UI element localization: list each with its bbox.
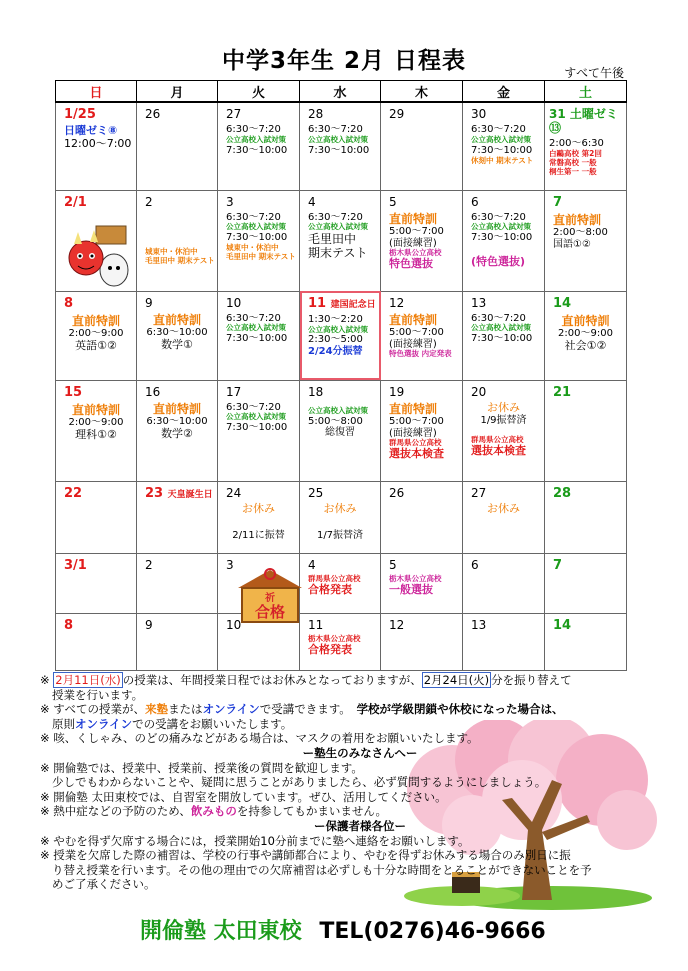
- event-label: 公立高校入試対策: [226, 412, 286, 422]
- time-label: 2:00～8:00: [553, 226, 608, 238]
- day-cell: [545, 613, 627, 670]
- day-number: 9: [145, 295, 153, 310]
- event-label: 公立高校入試対策: [226, 134, 286, 144]
- day-number: 8: [64, 617, 74, 633]
- event-label: 公立高校入試対策: [308, 324, 368, 334]
- event-label: 毛里田中: [308, 232, 357, 247]
- day-cell: [56, 481, 137, 553]
- time-label: 5:00～7:00: [389, 415, 444, 427]
- event-label: 公立高校入試対策: [308, 405, 368, 415]
- note-8-cont: り替え授業を行います。その他の理由での欠席補習は必ずしも十分な時間をとることができないことを予: [52, 862, 592, 877]
- event-label: お休み: [323, 501, 357, 515]
- event-label: 公立高校入試対策: [308, 222, 368, 232]
- day-cell: [381, 102, 463, 190]
- note-1-cont: 授業を行います。: [52, 687, 144, 702]
- day-number: 29: [389, 107, 405, 121]
- event-label: 群馬県公立高校: [308, 573, 361, 583]
- day-number: 20: [471, 384, 487, 399]
- week-row: [56, 553, 627, 613]
- week-row: [56, 613, 627, 670]
- event-label: 直前特訓: [389, 312, 438, 327]
- weekday-header-row: [56, 81, 627, 103]
- day-number: 1/25: [64, 107, 96, 122]
- day-cell: [463, 481, 545, 553]
- event-label: 期末テスト: [308, 246, 368, 261]
- subject-label: 数学②: [161, 426, 193, 440]
- event-label: 合格発表: [308, 642, 352, 656]
- day-number: 28: [308, 107, 324, 121]
- day-cell: [381, 553, 463, 613]
- week-row: [56, 291, 627, 380]
- ema-top-text: 祈: [265, 593, 275, 604]
- time-label: 6:30～10:00: [146, 415, 208, 427]
- day-number: 16: [145, 384, 161, 399]
- day-number: 5: [389, 557, 397, 572]
- pass-ema-illustration: [234, 566, 306, 626]
- day-number: 3: [226, 194, 234, 209]
- day-cell: [218, 380, 300, 481]
- day-number: 30: [471, 107, 487, 121]
- event-label: 直前特訓: [71, 313, 120, 328]
- day-number: 9: [145, 617, 153, 632]
- day-cell: [545, 481, 627, 553]
- subject-label: 社会①②: [564, 338, 607, 352]
- day-number: 4: [308, 194, 316, 209]
- day-number: 21: [553, 384, 572, 400]
- event-label: 白鷗高校 第2回: [549, 149, 602, 159]
- event-label: 群馬県公立高校: [389, 438, 442, 448]
- day-cell-highlighted: [300, 291, 381, 380]
- time-label: 6:30～7:20: [308, 211, 363, 223]
- event-label: 日曜ゼミ⑧: [64, 124, 118, 138]
- day-number: 26: [389, 485, 405, 500]
- day-number: 14: [553, 295, 572, 311]
- day-number: 6: [471, 194, 479, 209]
- day-cell: [137, 102, 218, 190]
- day-cell: [137, 380, 218, 481]
- event-label: 栃木県公立高校: [308, 633, 361, 643]
- weekday-sun: 日: [56, 81, 137, 103]
- day-number: 19: [389, 384, 405, 399]
- time-label: 5:00～7:00: [389, 225, 444, 237]
- ema-bottom-text: 合格: [254, 603, 285, 621]
- time-label: 5:00～8:00: [308, 415, 363, 427]
- event-label: 特色選抜: [389, 257, 433, 271]
- day-cell: [137, 613, 218, 670]
- day-number: 11: [308, 617, 324, 632]
- day-cell: [463, 291, 545, 380]
- day-cell: [137, 291, 218, 380]
- day-number: 5: [389, 194, 397, 209]
- day-cell: [56, 102, 137, 190]
- date-box: 2月11日(水): [55, 673, 121, 687]
- event-label: 直前特訓: [561, 313, 610, 328]
- event-label: 公立高校入試対策: [226, 222, 286, 232]
- schedule-calendar: [55, 80, 627, 671]
- day-number: 12: [389, 617, 405, 632]
- day-number: 23 天皇誕生日: [145, 485, 213, 501]
- day-cell: [300, 190, 381, 291]
- time-label: 6:30～7:20: [226, 401, 281, 413]
- day-number: 17: [226, 384, 242, 399]
- day-cell: [300, 102, 381, 190]
- note-4-cont: 少しでもわからないことや、疑問に思うことがありましたら、必ず質問するようにしましょう。: [52, 775, 547, 790]
- weekday-tue: 火: [218, 81, 300, 103]
- day-number: 10: [226, 295, 242, 310]
- day-cell: [300, 380, 381, 481]
- event-label: 直前特訓: [152, 312, 201, 327]
- event-label: 城東中・休泊中: [145, 246, 198, 256]
- day-number: 25: [308, 485, 324, 500]
- event-label: 1/9振替済: [480, 414, 527, 426]
- day-number: 27: [471, 485, 487, 500]
- time-label: 2:30～5:00: [308, 334, 363, 346]
- note-2-cont: 原則オンラインでの受講をお願いいたします。: [52, 716, 293, 731]
- time-label: 1:30～2:20: [308, 313, 363, 325]
- time-label: 2:00～9:00: [68, 327, 124, 339]
- day-number: 15: [64, 384, 83, 400]
- subject-label: 理科①②: [75, 427, 117, 441]
- time-label: 2:00～9:00: [558, 327, 613, 339]
- event-tag: 建国記念日: [330, 299, 376, 310]
- event-label: 直前特訓: [553, 212, 602, 227]
- note-8: ※ 授業を欠席した際の補習は、学校の行事や講師都合により、やむを得ずお休みする場合のみ別日に振: [40, 848, 571, 863]
- day-cell: [300, 553, 381, 613]
- day-cell: [218, 481, 300, 553]
- note-6: ※ 熱中症などの予防のため、飲みものを持参してもかまいません。: [40, 804, 388, 819]
- event-label: 栃木県公立高校: [389, 248, 442, 258]
- day-cell: [137, 190, 218, 291]
- time-label: 6:30～7:20: [471, 124, 526, 136]
- notes-section: [40, 673, 680, 892]
- day-number: 7: [553, 557, 563, 573]
- day-cell: [56, 613, 137, 670]
- time-label: 7:30～10:00: [308, 144, 370, 156]
- day-number: 6: [471, 557, 479, 572]
- time-label: 7:30～10:00: [471, 144, 533, 156]
- time-label: 7:30～10:00: [226, 232, 288, 244]
- event-label: 公立高校入試対策: [226, 323, 286, 333]
- time-label: 6:30～7:20: [471, 211, 526, 223]
- guardians-heading: ー保護者様各位ー: [314, 818, 406, 833]
- event-label: 直前特訓: [152, 401, 201, 416]
- subject-label: 国語①②: [553, 238, 591, 250]
- school-phone: TEL(0276)46-9666: [319, 919, 546, 944]
- day-cell: [381, 613, 463, 670]
- weekday-wed: 水: [300, 81, 381, 103]
- day-number: 13: [471, 295, 487, 310]
- note-2: ※ すべての授業が、来塾またはオンラインで受講できます。 学校が学級閉鎖や休校になった場合は、: [40, 702, 564, 717]
- school-name: 開倫塾 太田東校: [140, 919, 302, 944]
- time-label: 7:30～10:00: [226, 422, 288, 434]
- note-3: ※ 咳、くしゃみ、のどの痛みなどがある場合は、マスクの着用をお願いいたします。: [40, 731, 479, 746]
- day-cell: [463, 102, 545, 190]
- day-number: 14: [553, 617, 572, 633]
- time-label: 2:00～9:00: [68, 416, 124, 428]
- time-label: 6:30～10:00: [146, 326, 208, 338]
- event-label: (面接練習): [389, 237, 437, 249]
- day-cell: [381, 481, 463, 553]
- time-label: 7:30～10:00: [226, 333, 288, 345]
- event-label: 総復習: [325, 427, 355, 439]
- note-8-cont2: めご了承ください。: [52, 877, 156, 892]
- event-label: 群馬県公立高校: [471, 435, 524, 445]
- day-cell: [218, 190, 300, 291]
- day-cell: [56, 380, 137, 481]
- time-label: 6:30～7:20: [226, 211, 281, 223]
- day-cell: [545, 190, 627, 291]
- day-number: 2: [145, 557, 153, 572]
- note-1: ※ 2月11日(水) の授業は、年間授業日程ではお休みとなっておりますが、 2月24日(火) 分を振り替えて: [40, 673, 572, 687]
- event-label: 公立高校入試対策: [471, 222, 531, 232]
- time-label: 7:30～10:00: [471, 333, 533, 345]
- day-cell: [137, 553, 218, 613]
- event-label: 特色選抜 内定発表: [389, 349, 452, 359]
- time-label: 6:30～7:20: [226, 124, 281, 136]
- time-label: 6:30～7:20: [308, 124, 363, 136]
- time-label: 7:30～10:00: [226, 144, 288, 156]
- time-label: 6:30～7:20: [226, 312, 281, 324]
- event-tag: 天皇誕生日: [167, 489, 213, 500]
- weekday-sat: 土: [545, 81, 627, 103]
- weekday-thu: 木: [381, 81, 463, 103]
- event-label: 選抜本検査: [471, 444, 526, 458]
- event-label: 公立高校入試対策: [308, 134, 368, 144]
- day-number: 22: [64, 485, 83, 501]
- event-label: 城東中・休泊中: [226, 243, 279, 253]
- day-cell: [218, 102, 300, 190]
- weekday-mon: 月: [137, 81, 218, 103]
- time-label: 12:00～7:00: [64, 137, 132, 151]
- note-4: ※ 開倫塾では、授業中、授業前、授業後の質問を歓迎します。: [40, 760, 363, 775]
- week-row: [56, 102, 627, 190]
- school-footer: [140, 914, 546, 945]
- day-number: 27: [226, 107, 242, 121]
- students-heading: ー塾生のみなさんへー: [302, 745, 418, 760]
- subject-label: 英語①②: [75, 338, 117, 352]
- event-label: 桐生第一 一般: [549, 166, 597, 176]
- day-cell: [300, 481, 381, 553]
- day-cell: [463, 380, 545, 481]
- day-cell: [545, 380, 627, 481]
- day-number: 26: [145, 107, 161, 121]
- day-number: 13: [471, 617, 487, 632]
- day-cell: [218, 291, 300, 380]
- event-label: (面接練習): [389, 427, 437, 439]
- day-number: 11 建国記念日: [308, 295, 376, 311]
- event-label: 毛里田中 期末テスト: [226, 251, 296, 261]
- day-cell: [463, 553, 545, 613]
- all-afternoon-note: すべて午後: [564, 66, 624, 80]
- note-7: ※ やむを得ず欠席する場合には，授業開始10分前までに塾へ連絡をお願いします。: [40, 833, 470, 848]
- event-label: (特色選抜): [471, 255, 526, 269]
- event-label: 毛里田中 期末テスト: [145, 255, 215, 265]
- event-label: 公立高校入試対策: [471, 323, 531, 333]
- subject-label: 数学①: [161, 337, 193, 351]
- day-number: 31 土曜ゼミ⑬: [549, 107, 618, 136]
- day-number: 28: [553, 485, 572, 501]
- day-cell: [56, 553, 137, 613]
- event-label: お休み: [487, 400, 520, 414]
- time-label: 6:30～7:20: [471, 312, 526, 324]
- day-number: 2: [145, 194, 153, 209]
- day-number: 12: [389, 295, 405, 310]
- day-cell: [56, 291, 137, 380]
- event-label: 1/7振替済: [316, 529, 364, 541]
- event-label: お休み: [242, 501, 275, 515]
- event-label: 直前特訓: [71, 402, 120, 417]
- event-label: 2/11に振替: [232, 529, 285, 541]
- day-number: 3/1: [64, 557, 87, 573]
- event-label: 休刻中 期末テスト: [471, 155, 534, 165]
- time-label: 7:30～10:00: [471, 232, 533, 244]
- day-number: 4: [308, 557, 316, 572]
- week-row: [56, 190, 627, 291]
- event-label: 合格発表: [308, 582, 352, 596]
- event-label: 選抜本検査: [389, 447, 444, 461]
- day-cell: [545, 102, 627, 190]
- weekday-fri: 金: [463, 81, 545, 103]
- event-label: 直前特訓: [389, 211, 438, 226]
- day-cell: [137, 481, 218, 553]
- event-label: 直前特訓: [389, 401, 438, 416]
- day-cell: [545, 553, 627, 613]
- note-5: ※ 開倫塾 太田東校では、自習室を開放しています。ぜひ、活用してください。: [40, 789, 447, 804]
- day-number: 10: [226, 617, 242, 632]
- day-cell: [545, 291, 627, 380]
- day-number: 18: [308, 384, 324, 399]
- event-label: 公立高校入試対策: [471, 134, 531, 144]
- page-title: 中学3年生 2月 日程表: [221, 48, 467, 74]
- day-number: 8: [64, 295, 74, 311]
- day-cell: [300, 613, 381, 670]
- event-label: 栃木県公立高校: [389, 573, 442, 583]
- day-cell: [463, 190, 545, 291]
- event-label: 一般選抜: [389, 582, 433, 596]
- time-label: 2:00～6:30: [549, 138, 604, 150]
- event-label: 2/24分振替: [308, 346, 363, 358]
- date-box: 2月24日(火): [423, 673, 490, 687]
- day-cell: [381, 291, 463, 380]
- oni-mascot-illustration: [64, 218, 130, 288]
- event-tag: 土曜ゼミ⑬: [549, 107, 618, 136]
- time-label: 5:00～7:00: [389, 326, 444, 338]
- day-number: 24: [226, 485, 242, 500]
- day-number: 7: [553, 194, 563, 210]
- event-label: 常磐高校 一般: [549, 157, 597, 167]
- event-label: お休み: [487, 501, 520, 515]
- day-number: 2/1: [64, 194, 87, 210]
- day-cell: [463, 613, 545, 670]
- day-cell: [381, 190, 463, 291]
- week-row: [56, 481, 627, 553]
- day-cell: [381, 380, 463, 481]
- event-label: (面接練習): [389, 338, 437, 350]
- day-number: 3: [226, 557, 234, 572]
- week-row: [56, 380, 627, 481]
